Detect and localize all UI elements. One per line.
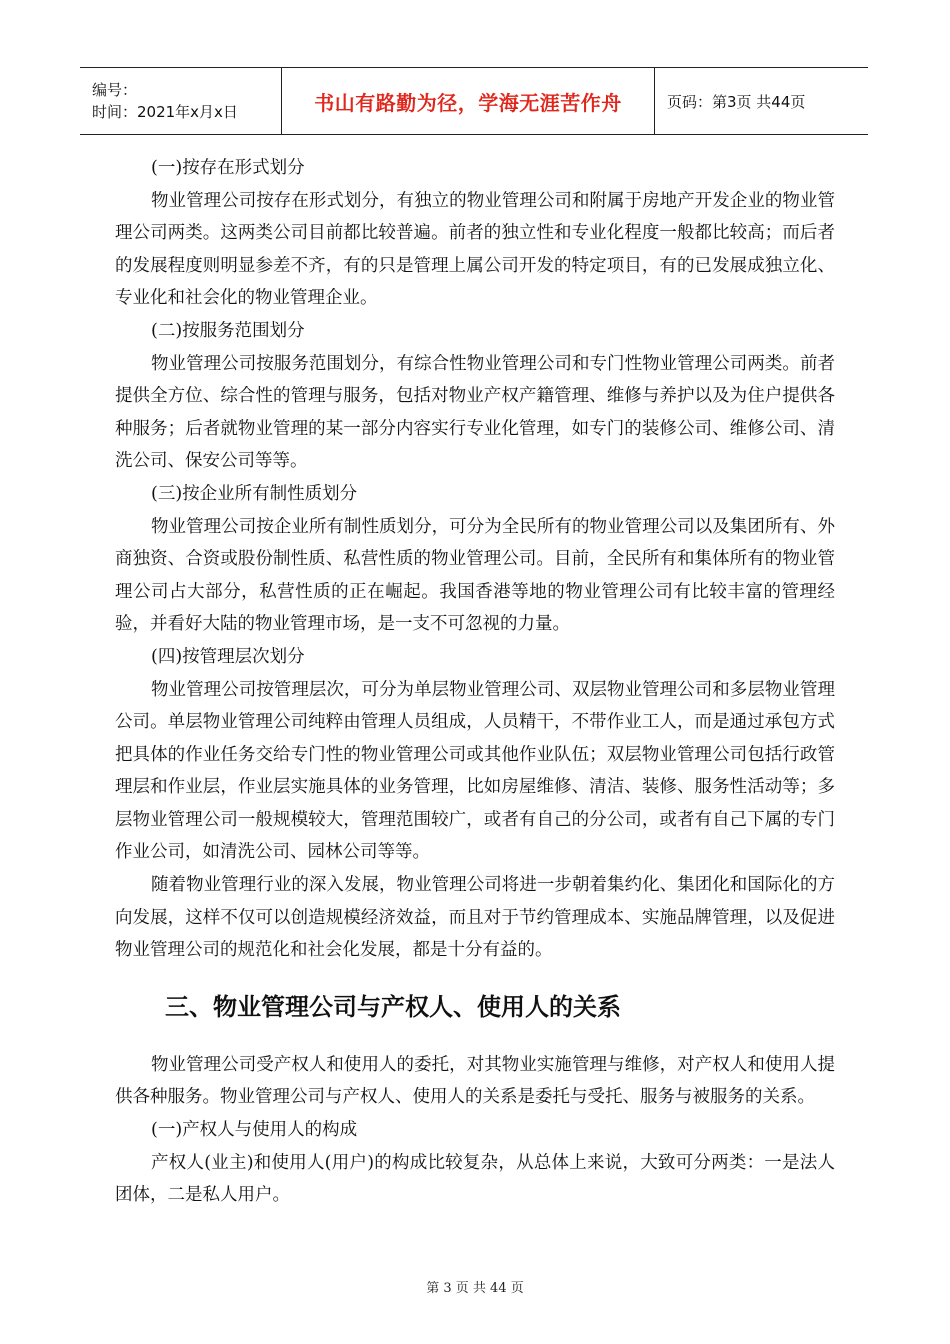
paragraph: 随着物业管理行业的深入发展，物业管理公司将进一步朝着集约化、集团化和国际化的方向发展，这样不仅可以创造规模经济效益，而且对于节约管理成本、实施品牌管理，以及促进物业管理公司的规范化和社会化发展，都是十分有益的。	[115, 875, 835, 961]
document-date-label: 时间：2021年x月x日	[92, 103, 238, 121]
page-header	[80, 67, 868, 135]
page-footer: 第 3 页 共 44 页	[426, 1281, 524, 1296]
header-page-number: 页码：第3页 共44页	[667, 92, 806, 111]
section-title: (四)按管理层次划分	[151, 646, 305, 667]
section-title: (三)按企业所有制性质划分	[151, 483, 358, 504]
paragraph: 物业管理公司受产权人和使用人的委托，对其物业实施管理与维修，对产权人和使用人提供各种服务。物业管理公司与产权人、使用人的关系是委托与受托、服务与被服务的关系。	[115, 1054, 835, 1108]
paragraph: 物业管理公司按服务范围划分，有综合性物业管理公司和专门性物业管理公司两类。前者提供全方位、综合性的管理与服务，包括对物业产权产籍管理、维修与养护以及为住户提供各种服务；后者就物业管理的某一部分内容实行专业化管理，如专门的装修公司、维修公司、清洗公司、保安公司等等。	[115, 353, 835, 472]
paragraph: 物业管理公司按存在形式划分，有独立的物业管理公司和附属于房地产开发企业的物业管理公司两类。这两类公司目前都比较普遍。前者的独立性和专业化程度一般都比较高；而后者的发展程度则明显参差不齐，有的只是管理上属公司开发的特定项目，有的已发展成独立化、专业化和社会化的物业管理企业。	[115, 190, 835, 309]
section-title: (二)按服务范围划分	[151, 320, 305, 341]
paragraph: 产权人(业主)和使用人(用户)的构成比较复杂，从总体上来说，大致可分两类：一是法人团体，二是私人用户。	[115, 1152, 835, 1206]
document-number-label: 编号：	[92, 81, 138, 99]
chapter-heading: 三、物业管理公司与产权人、使用人的关系	[165, 992, 621, 1021]
section-title: (一)按存在形式划分	[151, 158, 305, 178]
document-body	[115, 152, 835, 1212]
paragraph: 物业管理公司按管理层次，可分为单层物业管理公司、双层物业管理公司和多层物业管理公司。单层物业管理公司纯粹由管理人员组成，人员精干，不带作业工人，而是通过承包方式把具体的作业任务交给专门性的物业管理公司或其他作业队伍；双层物业管理公司包括行政管理层和作业层，作业层实施具体的业务管理，比如房屋维修、清洁、装修、服务性活动等；多层物业管理公司一般规模较大，管理范围较广，或者有自己的分公司，或者有自己下属的专门作业公司，如清洗公司、园林公司等等。	[115, 679, 835, 863]
section-title: (一)产权人与使用人的构成	[151, 1120, 358, 1141]
header-meta	[80, 68, 281, 134]
paragraph: 物业管理公司按企业所有制性质划分，可分为全民所有的物业管理公司以及集团所有、外商独资、合资或股份制性质、私营性质的物业管理公司。目前，全民所有和集体所有的物业管理公司占大部分，私营性质的正在崛起。我国香港等地的物业管理公司有比较丰富的管理经验，并看好大陆的物业管理市场，是一支不可忽视的力量。	[115, 516, 835, 635]
header-motto: 书山有路勤为径，学海无涯苦作舟	[281, 68, 655, 134]
